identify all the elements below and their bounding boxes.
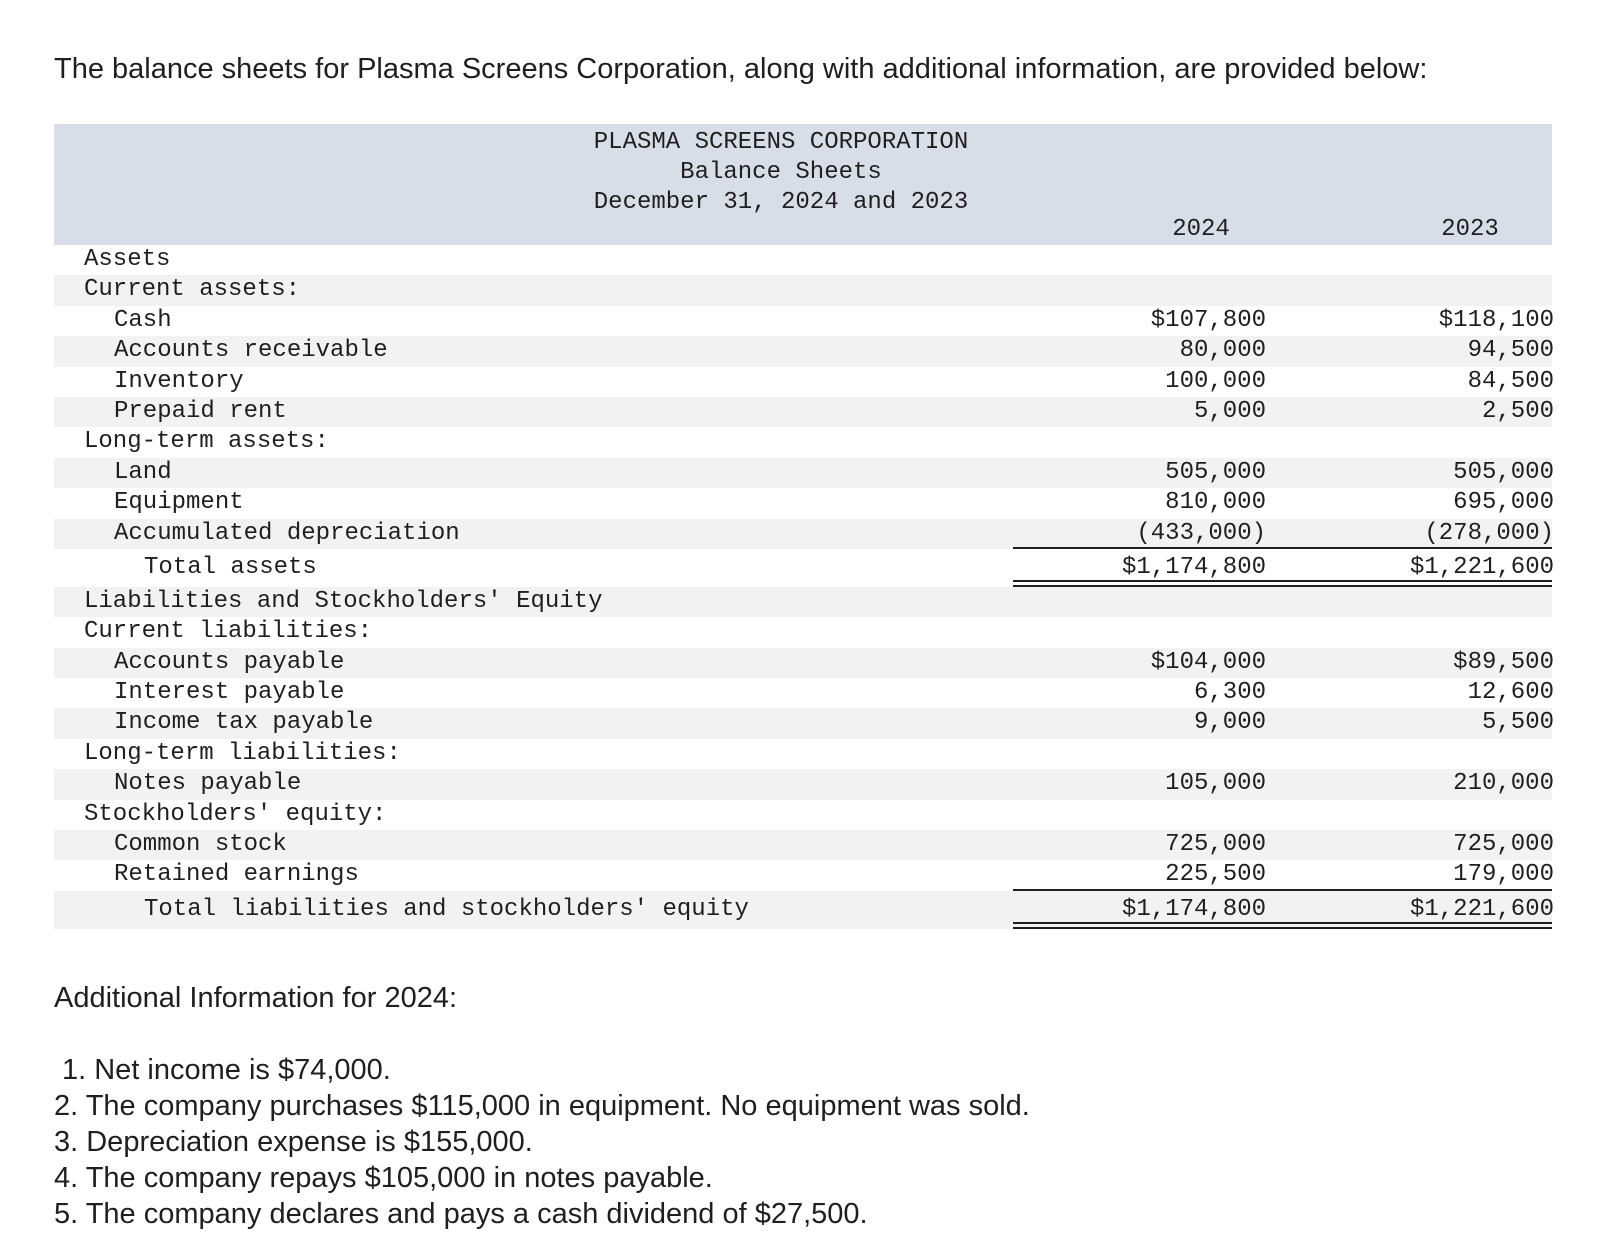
value-2023: (278,000) [1424, 519, 1554, 547]
row-total-liabilities-equity [54, 891, 1552, 929]
column-header-2024: 2024 [1172, 216, 1230, 243]
subsection-heading-current-assets [54, 275, 1552, 305]
value-2023: 695,000 [1453, 489, 1554, 517]
row-label: Assets [84, 246, 171, 273]
value-2023: 2,500 [1481, 397, 1554, 425]
row-label: Total assets [144, 553, 317, 581]
row-interest-payable [54, 678, 1552, 708]
row-prepaid-rent [54, 397, 1552, 427]
intro-text: The balance sheets for Plasma Screens Corporation, along with additional information, are provided below: [54, 53, 1428, 85]
row-label: Stockholders' equity: [84, 800, 387, 828]
value-2024: 5,000 [1193, 397, 1266, 425]
value-2024: 505,000 [1165, 458, 1266, 486]
row-equipment [54, 488, 1552, 518]
row-label: Common stock [114, 831, 287, 859]
row-total-assets [54, 549, 1552, 587]
value-2023: 725,000 [1453, 831, 1554, 859]
value-2024: 725,000 [1165, 831, 1266, 859]
total-double-rule [1273, 922, 1552, 929]
row-label: Long-term liabilities: [84, 739, 401, 767]
list-item: 4. The company repays $105,000 in notes payable. [54, 1162, 713, 1194]
row-accumulated-depreciation [54, 519, 1552, 549]
subsection-heading-long-term-assets [54, 427, 1552, 457]
row-label: Current assets: [84, 276, 301, 304]
list-item: 3. Depreciation expense is $155,000. [54, 1126, 533, 1158]
row-common-stock [54, 830, 1552, 860]
value-2024: 810,000 [1165, 489, 1266, 517]
value-2023: $118,100 [1438, 306, 1554, 334]
total-double-rule [1273, 580, 1552, 587]
additional-info-heading: Additional Information for 2024: [54, 982, 458, 1014]
value-2024: $104,000 [1150, 648, 1266, 676]
list-item: 2. The company purchases $115,000 in equipment. No equipment was sold. [54, 1090, 1030, 1122]
row-notes-payable [54, 769, 1552, 799]
value-2023: 505,000 [1453, 458, 1554, 486]
total-double-rule [1013, 580, 1273, 587]
value-2024: $1,174,800 [1121, 553, 1266, 581]
row-label: Cash [114, 306, 172, 334]
value-2023: 210,000 [1453, 770, 1554, 798]
row-label: Equipment [114, 489, 244, 517]
row-label: Land [114, 458, 172, 486]
company-name: PLASMA SCREENS CORPORATION [593, 129, 969, 156]
value-2024: 80,000 [1179, 337, 1266, 365]
table-title-block [574, 128, 988, 218]
statement-name: Balance Sheets [680, 159, 882, 186]
subsection-heading-current-liabilities [54, 617, 1552, 647]
row-accounts-receivable [54, 336, 1552, 366]
row-label: Interest payable [114, 679, 345, 707]
row-label: Accounts payable [114, 648, 345, 676]
additional-info-list [54, 1052, 1030, 1232]
balance-sheet-table [54, 124, 1552, 929]
row-accounts-payable [54, 648, 1552, 678]
row-inventory [54, 367, 1552, 397]
row-label: Current liabilities: [84, 618, 373, 646]
value-2023: 94,500 [1467, 337, 1554, 365]
total-double-rule [1013, 922, 1273, 929]
row-label: Long-term assets: [84, 428, 329, 456]
value-2024: 6,300 [1193, 679, 1266, 707]
row-income-tax-payable [54, 708, 1552, 738]
row-label: Retained earnings [114, 861, 359, 889]
value-2024: 9,000 [1193, 709, 1266, 737]
row-retained-earnings [54, 860, 1552, 890]
list-item: 1. Net income is $74,000. [62, 1054, 391, 1086]
row-label: Accounts receivable [114, 337, 388, 365]
row-cash [54, 306, 1552, 336]
row-label: Inventory [114, 367, 244, 395]
value-2023: $1,221,600 [1409, 895, 1554, 923]
value-2024: 225,500 [1165, 861, 1266, 889]
row-label: Accumulated depreciation [114, 519, 460, 547]
column-header-2023: 2023 [1441, 216, 1499, 243]
value-2024: $107,800 [1150, 306, 1266, 334]
value-2024: 105,000 [1165, 770, 1266, 798]
row-label: Total liabilities and stockholders' equity [144, 895, 749, 923]
subsection-heading-stockholders-equity [54, 800, 1552, 830]
value-2024: 100,000 [1165, 367, 1266, 395]
value-2023: 84,500 [1467, 367, 1554, 395]
value-2023: $89,500 [1453, 648, 1554, 676]
list-item: 5. The company declares and pays a cash dividend of $27,500. [54, 1198, 868, 1230]
value-2024: (433,000) [1136, 519, 1266, 547]
row-label: Income tax payable [114, 709, 374, 737]
statement-date: December 31, 2024 and 2023 [593, 189, 969, 216]
subsection-heading-long-term-liabilities [54, 739, 1552, 769]
row-label: Liabilities and Stockholders' Equity [84, 587, 603, 615]
value-2023: 179,000 [1453, 861, 1554, 889]
table-header [54, 124, 1552, 245]
value-2023: 12,600 [1467, 679, 1554, 707]
value-2023: $1,221,600 [1409, 553, 1554, 581]
row-label: Prepaid rent [114, 397, 287, 425]
row-land [54, 458, 1552, 488]
section-heading-assets [54, 245, 1552, 275]
value-2024: $1,174,800 [1121, 895, 1266, 923]
value-2023: 5,500 [1481, 709, 1554, 737]
row-label: Notes payable [114, 770, 302, 798]
section-heading-liabilities-equity [54, 587, 1552, 617]
